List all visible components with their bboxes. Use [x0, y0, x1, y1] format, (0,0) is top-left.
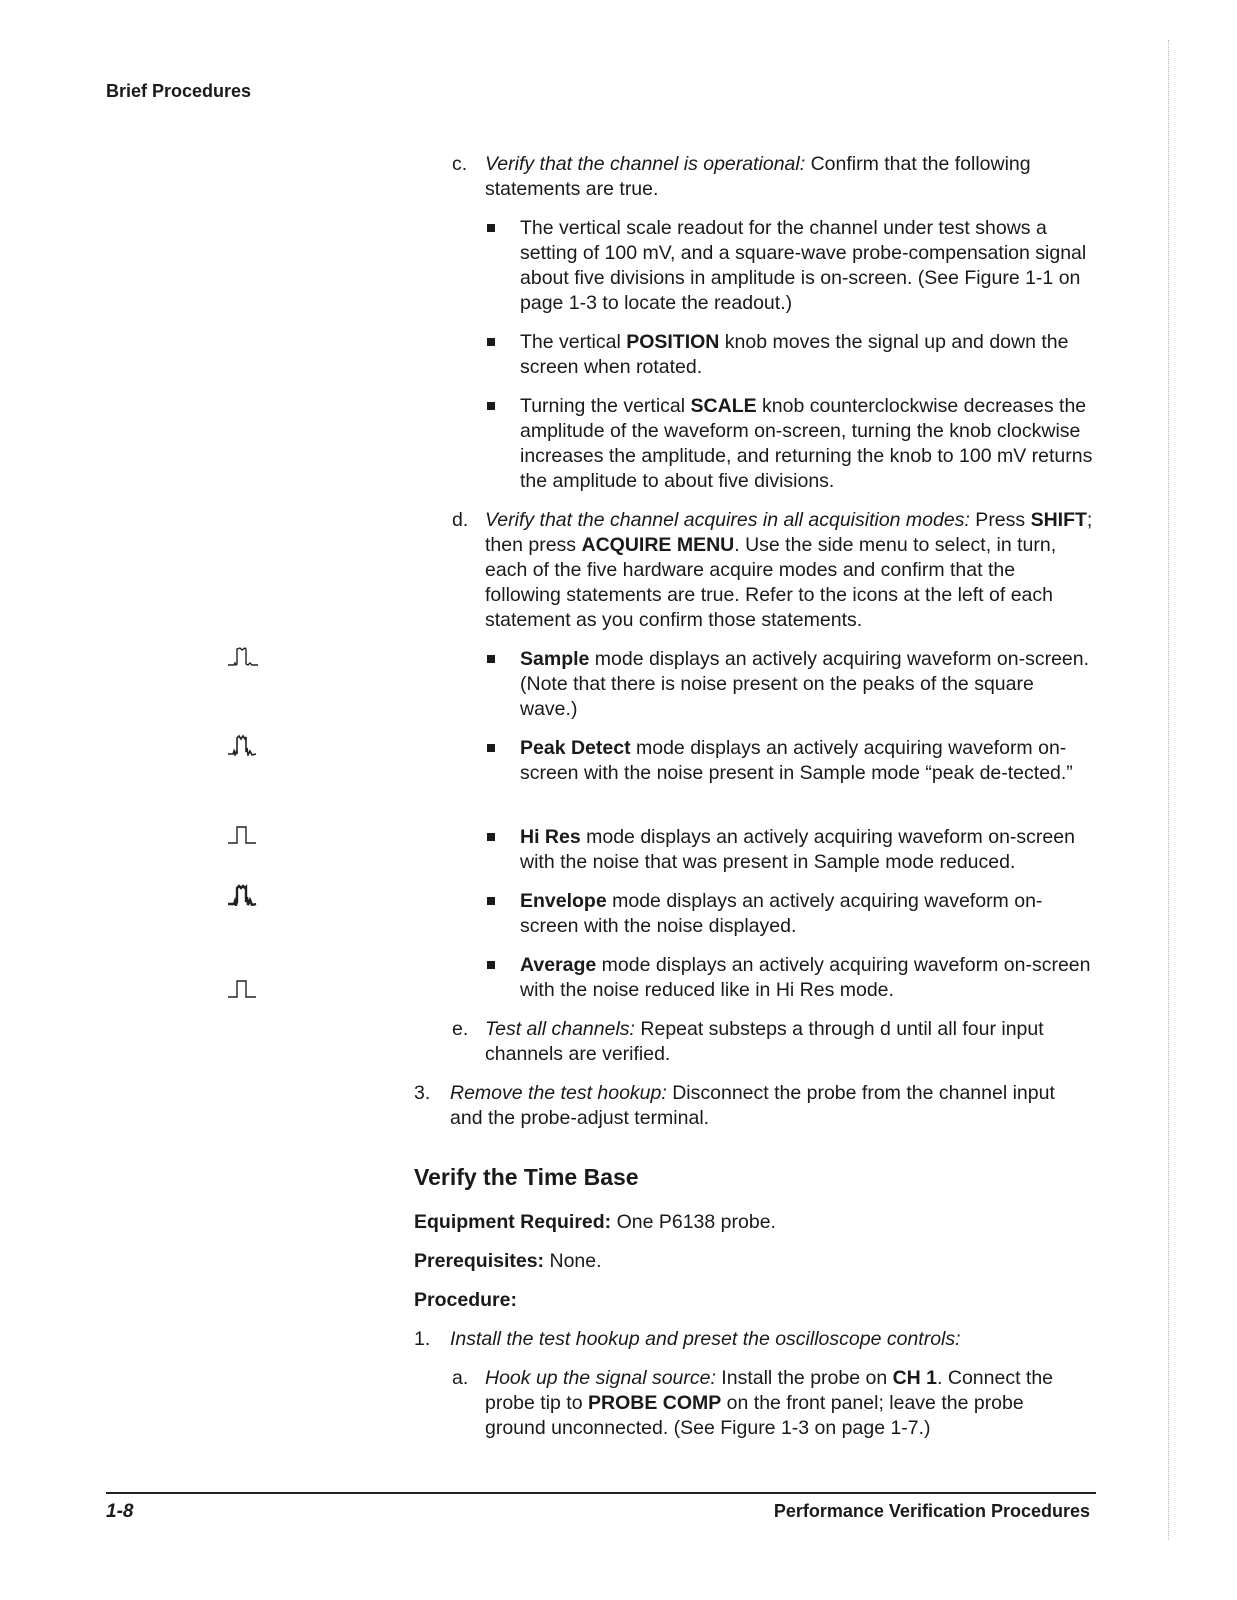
- bullet-marker: [487, 833, 495, 841]
- prerequisites-label: Prerequisites:: [414, 1250, 545, 1272]
- step-e-text: [485, 1017, 1070, 1067]
- bullet-marker: [487, 224, 495, 232]
- mode-description: mode displays an actively acquiring waveform on-screen with the noise displayed.: [520, 890, 1043, 937]
- step-d: [414, 508, 1094, 633]
- shift-key-label: SHIFT: [1030, 509, 1087, 531]
- timebase-step-1: [414, 1327, 1094, 1352]
- mode-description: mode displays an actively acquiring waveform on-screen with the noise present in Sample mode “peak de-tected.”: [520, 737, 1073, 784]
- step-d-label: d.: [452, 509, 469, 531]
- scale-knob-label: SCALE: [690, 395, 757, 417]
- step-c: [414, 152, 1094, 202]
- timebase-step-a-t3: on the front panel; leave the probe ground unconnected. (See Figure 1-3 on page 1-7.): [485, 1392, 1024, 1439]
- peak-detect-mode-icon: [226, 734, 266, 756]
- position-knob-label: POSITION: [626, 331, 720, 353]
- timebase-step-a-label: a.: [452, 1367, 469, 1389]
- mode-average: [414, 953, 1094, 1003]
- step-e: [414, 1017, 1094, 1067]
- equipment-required: [414, 1210, 1094, 1235]
- procedure-label: Procedure:: [414, 1289, 517, 1311]
- step-c-text: [485, 152, 1070, 202]
- bullet-marker: [487, 655, 495, 663]
- timebase-step-a-t1: Install the probe on: [715, 1367, 893, 1389]
- mode-description: mode displays an actively acquiring waveform on-screen. (Note that there is noise present on the peaks of the square wave.): [520, 648, 1090, 720]
- timebase-step-a: [414, 1366, 1094, 1441]
- scan-edge-marks: [1168, 40, 1169, 1540]
- bullet-c3-post: knob counterclockwise decreases the amplitude of the waveform on-screen, turning the knob clockwise increases the amplitude, and returning the knob to 100 mV returns the amplitude to about five divisions.: [520, 395, 1093, 492]
- mode-name: Average: [520, 954, 597, 976]
- bullet-c1: [414, 216, 1094, 316]
- step-d-t1: Press: [969, 509, 1031, 531]
- mode-envelope: [414, 889, 1094, 939]
- bullet-c2: [414, 330, 1094, 380]
- page-number: 1-8: [106, 1501, 134, 1522]
- bullet-marker: [487, 897, 495, 905]
- bullet-marker: [487, 338, 495, 346]
- timebase-step-a-heading: Hook up the signal source:: [485, 1367, 716, 1389]
- mode-hi-res: [414, 825, 1094, 875]
- equipment-value: One P6138 probe.: [611, 1211, 776, 1233]
- step-d-t3: . Use the side menu to select, in turn, each of the five hardware acquire modes and confirm that the following statements are true. Refer to the icons at the left of each statement as you confirm those statements.: [485, 534, 1057, 631]
- step-c-body: Confirm that the following statements are true.: [485, 153, 1031, 200]
- mode-name: Envelope: [520, 890, 607, 912]
- step-3-label: 3.: [414, 1082, 431, 1104]
- mode-peak-detect-text: [520, 736, 1094, 786]
- footer-title: Performance Verification Procedures: [773, 1501, 1090, 1521]
- footer-rule: [106, 1492, 1096, 1494]
- bullet-c2-pre: The vertical: [520, 331, 627, 353]
- bullet-c1-text: The vertical scale readout for the channel under test shows a setting of 100 mV, and a square-wave probe-compensation signal about five divisions in amplitude is on-screen. (See Figure 1-1 on page 1-3 to locate the readout.): [520, 217, 1087, 314]
- timebase-step-1-label: 1.: [414, 1328, 431, 1350]
- step-3-body: Disconnect the probe from the channel input and the probe-adjust terminal.: [450, 1082, 1055, 1129]
- probe-comp-label: PROBE COMP: [587, 1392, 722, 1414]
- average-mode-icon: [226, 977, 266, 999]
- mode-average-text: [520, 953, 1094, 1003]
- bullet-marker: [487, 961, 495, 969]
- mode-envelope-text: [520, 889, 1094, 939]
- step-e-heading: Test all channels:: [485, 1018, 635, 1040]
- sample-mode-icon: [226, 645, 266, 667]
- step-3-heading: Remove the test hookup:: [450, 1082, 667, 1104]
- bullet-marker: [487, 744, 495, 752]
- mode-name: Peak Detect: [520, 737, 631, 759]
- mode-description: mode displays an actively acquiring waveform on-screen with the noise that was present in Sample mode reduced.: [520, 826, 1075, 873]
- bullet-c3-text: [520, 394, 1094, 494]
- mode-peak-detect: [414, 736, 1094, 786]
- step-d-t2: ; then press: [485, 509, 1093, 556]
- step-e-body: Repeat substeps a through d until all four input channels are verified.: [485, 1018, 1044, 1065]
- step-3: [414, 1081, 1094, 1131]
- step-c-label: c.: [452, 153, 468, 175]
- bullet-marker: [487, 402, 495, 410]
- ch1-label: CH 1: [892, 1367, 938, 1389]
- mode-name: Hi Res: [520, 826, 581, 848]
- page-header: Brief Procedures: [106, 81, 252, 101]
- envelope-mode-icon: [226, 884, 266, 906]
- step-c-heading: Verify that the channel is operational:: [485, 153, 806, 175]
- step-3-text: [450, 1081, 1080, 1131]
- mode-name: Sample: [520, 648, 590, 670]
- bullet-c2-post: knob moves the signal up and down the screen when rotated.: [520, 331, 1069, 378]
- step-e-label: e.: [452, 1018, 469, 1040]
- mode-description: mode displays an actively acquiring waveform on-screen with the noise reduced like in Hi Res mode.: [520, 954, 1091, 1001]
- equipment-label: Equipment Required:: [414, 1211, 612, 1233]
- step-d-heading: Verify that the channel acquires in all acquisition modes:: [485, 509, 970, 531]
- hi-res-mode-icon: [226, 823, 266, 845]
- acquire-menu-label: ACQUIRE MENU: [581, 534, 735, 556]
- section-heading: Verify the Time Base: [414, 1164, 639, 1190]
- bullet-c3-pre: Turning the vertical: [520, 395, 691, 417]
- timebase-step-1-text: Install the test hookup and preset the oscilloscope controls:: [450, 1328, 961, 1350]
- mode-sample: [414, 647, 1094, 722]
- timebase-step-a-text: [485, 1366, 1075, 1441]
- timebase-step-a-t2: . Connect the probe tip to: [485, 1367, 1054, 1414]
- bullet-c2-text: [520, 330, 1094, 380]
- mode-hi-res-text: [520, 825, 1094, 875]
- prerequisites-value: None.: [544, 1250, 602, 1272]
- prerequisites: [414, 1249, 1094, 1274]
- bullet-c3: [414, 394, 1094, 494]
- step-d-text: [485, 508, 1094, 633]
- mode-sample-text: [520, 647, 1094, 722]
